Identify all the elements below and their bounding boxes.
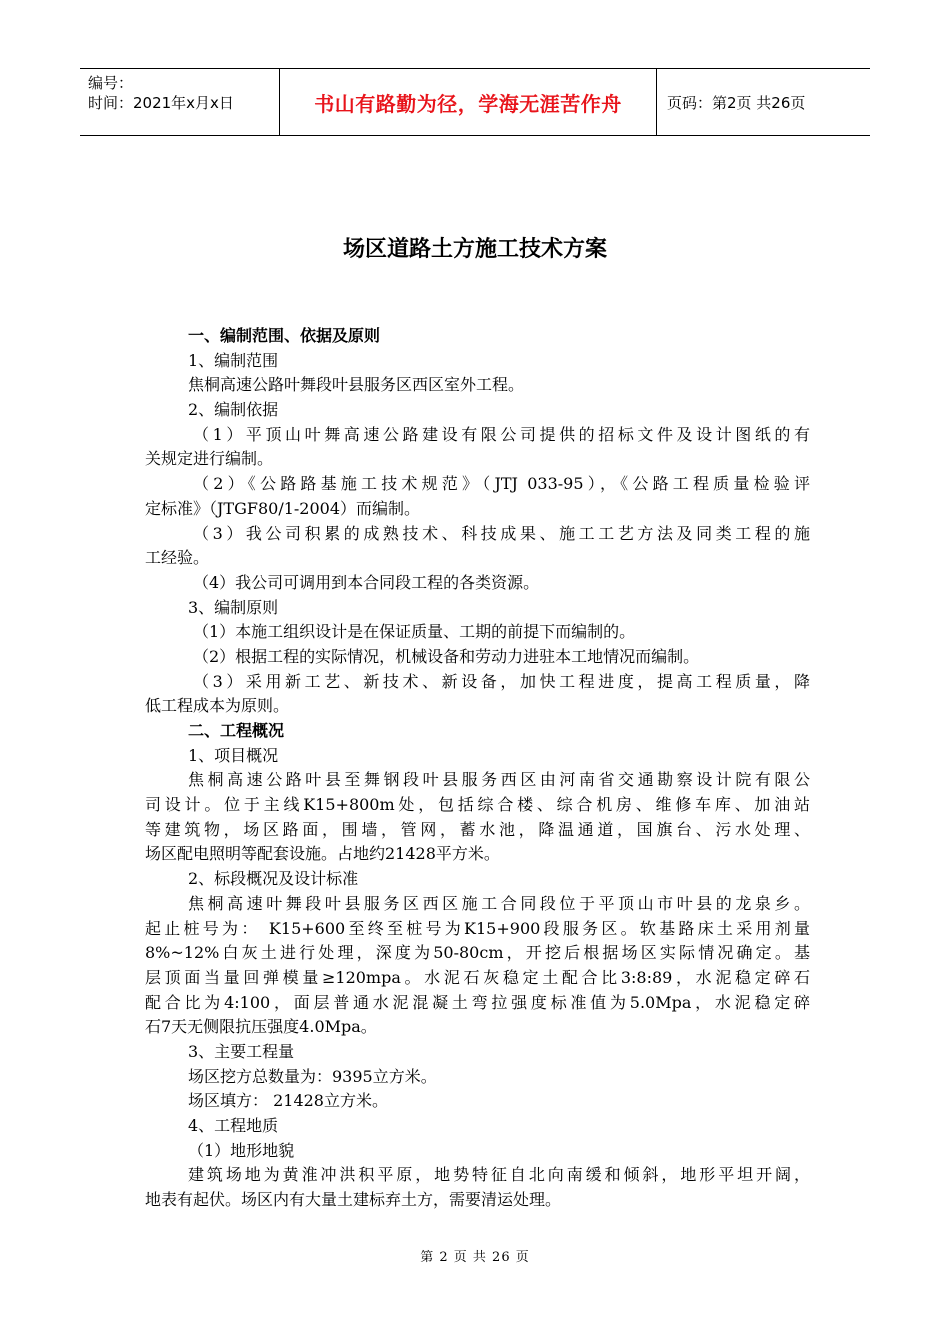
- text-line: 地表有起伏。场区内有大量土建标弃土方，需要清运处理。: [145, 1190, 562, 1210]
- text-line: 起止桩号为： K15+600至终至桩号为K15+900段服务区。软基路床土采用剂量: [145, 918, 810, 938]
- text-line: 3、主要工程量: [188, 1041, 295, 1061]
- text-line: 2、编制依据: [188, 400, 279, 420]
- text-line: 焦桐高速公路叶县至舞钢段叶县服务西区由河南省交通勘察设计院有限公: [188, 770, 810, 790]
- number-label: 编号：: [88, 74, 134, 92]
- section-heading: 一、编制范围、依据及原则: [188, 326, 381, 345]
- text-line: 司设计。位于主线K15+800m处，包括综合楼、综合机房、维修车库、加油站: [145, 795, 810, 815]
- text-line: 关规定进行编制。: [145, 449, 274, 469]
- text-line: 配合比为4:100，面层普通水泥混凝土弯拉强度标准值为5.0Mpa，水泥稳定碎: [145, 992, 810, 1012]
- text-line: 工经验。: [145, 548, 210, 568]
- text-line: （4）我公司可调用到本合同段工程的各类资源。: [193, 572, 540, 592]
- text-line: 3、编制原则: [188, 597, 279, 617]
- text-line: （2）根据工程的实际情况，机械设备和劳动力进驻本工地情况而编制。: [193, 646, 700, 666]
- page-footer: 第 2 页 共 26 页: [420, 1250, 530, 1265]
- text-line: （3）我公司积累的成熟技术、科技成果、施工工艺方法及同类工程的施: [193, 523, 810, 543]
- text-line: 1、编制范围: [188, 350, 279, 370]
- text-line: （2）《公路路基施工技术规范》（JTJ 033-95），《公路工程质量检验评: [193, 474, 810, 494]
- text-line: （1）平顶山叶舞高速公路建设有限公司提供的招标文件及设计图纸的有: [193, 424, 810, 444]
- document-title: 场区道路土方施工技术方案: [342, 237, 607, 262]
- time-label: 时间：2021年x月x日: [88, 94, 234, 112]
- text-line: 定标准》（JTGF80/1-2004）而编制。: [145, 498, 421, 518]
- text-line: 4、工程地质: [188, 1116, 279, 1135]
- text-line: 场区填方： 21428立方米。: [188, 1091, 388, 1111]
- text-line: （1）地形地貌: [188, 1140, 295, 1160]
- header-page-info: 页码：第2页 共26页: [667, 93, 806, 112]
- section-heading: 二、工程概况: [188, 721, 285, 740]
- text-line: 层顶面当量回弹模量≥120mpa。水泥石灰稳定土配合比3:8:89，水泥稳定碎石: [145, 967, 810, 987]
- text-line: 建筑场地为黄淮冲洪积平原，地势特征自北向南缓和倾斜，地形平坦开阔，: [188, 1165, 810, 1185]
- header-motto: 书山有路勤为径，学海无涯苦作舟: [280, 69, 657, 135]
- text-line: 场区挖方总数量为：9395立方米。: [188, 1066, 437, 1086]
- text-line: 场区配电照明等配套设施。占地约21428平方米。: [145, 844, 500, 864]
- page-header: [80, 68, 870, 136]
- text-line: （1）本施工组织设计是在保证质量、工期的前提下而编制的。: [193, 622, 636, 642]
- text-line: 8%~12%白灰土进行处理，深度为50-80cm，开挖后根据场区实际情况确定。基: [145, 943, 810, 963]
- text-line: 石7天无侧限抗压强度4.0Mpa。: [145, 1017, 377, 1037]
- text-line: 2、标段概况及设计标准: [188, 869, 359, 889]
- document-body: [145, 324, 810, 1213]
- text-line: 1、项目概况: [188, 745, 279, 765]
- text-line: 焦桐高速公路叶舞段叶县服务区西区室外工程。: [188, 375, 525, 395]
- text-line: 低工程成本为原则。: [145, 696, 290, 716]
- text-line: （3）采用新工艺、新技术、新设备，加快工程进度，提高工程质量，降: [193, 671, 810, 691]
- text-line: 等建筑物，场区路面，围墙，管网，蓄水池，降温通道，国旗台、污水处理、: [145, 819, 810, 839]
- text-line: 焦桐高速叶舞段叶县服务区西区施工合同段位于平顶山市叶县的龙泉乡。: [188, 893, 810, 913]
- header-meta: [80, 69, 280, 135]
